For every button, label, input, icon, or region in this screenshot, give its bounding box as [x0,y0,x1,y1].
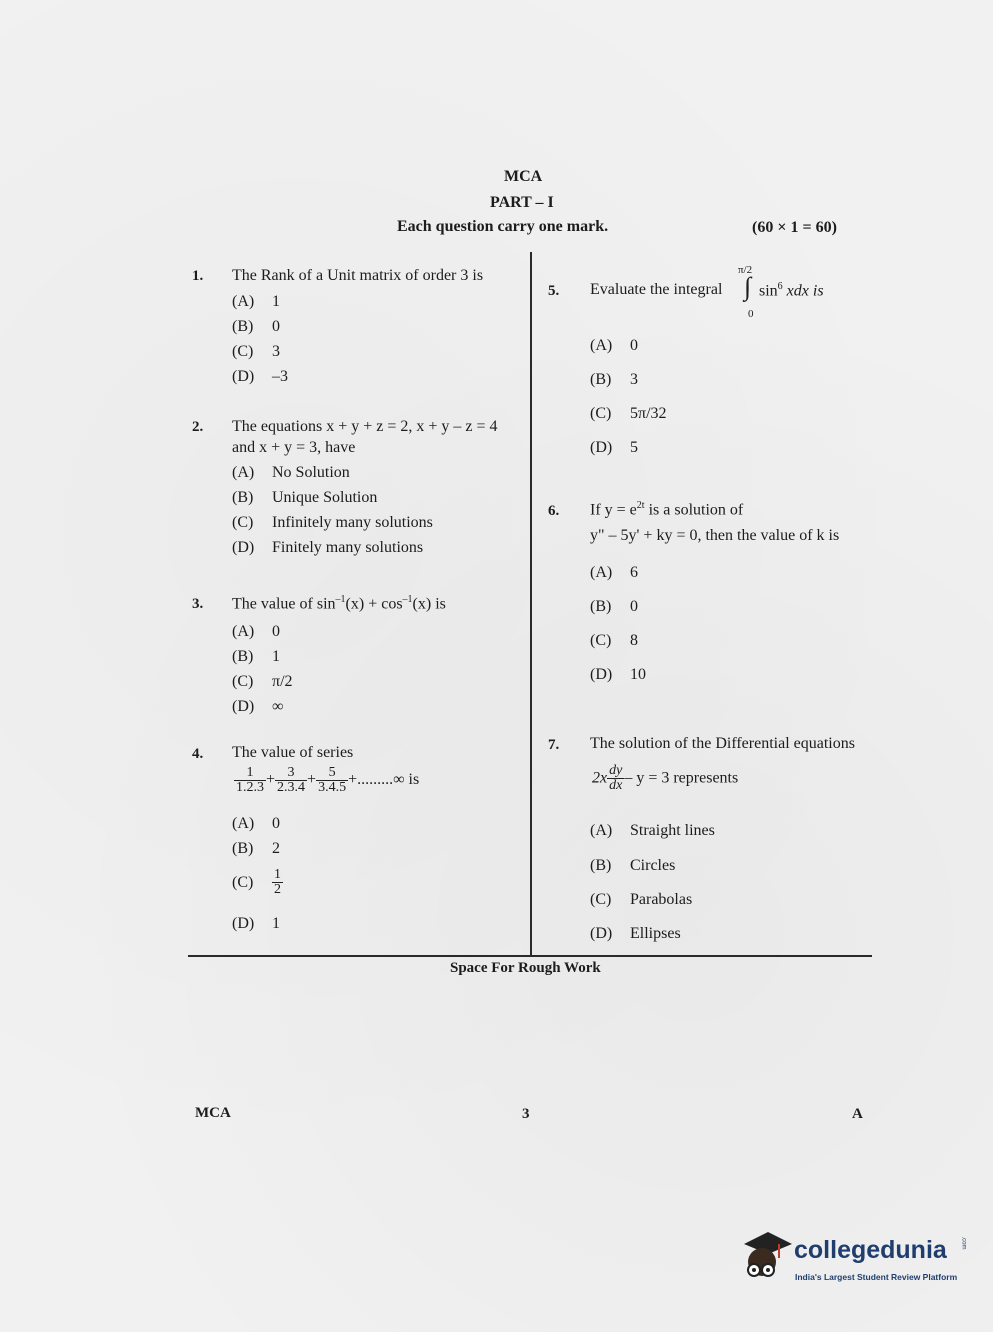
option-b [590,598,638,616]
option-b [590,371,638,389]
option-label: (C) [590,891,612,908]
series-tail: +.........∞ is [348,771,420,789]
part-label: PART – I [490,194,554,211]
series-expression: $\frac{1}{1.2.3}$ + $\frac{3}{2.3.4}$ + $\frac{5}{3.4.5}$ +.........∞ is [236,765,420,795]
option-value: 2 [272,840,280,857]
option-label: (A) [590,822,613,839]
option-d [232,539,423,557]
option-a [590,337,638,355]
option-b [232,489,377,507]
equation: 2x $\frac{dy}{dx}$ – y = 3 represents [592,763,739,793]
option-label: (D) [590,666,613,683]
option-c [232,514,433,532]
option-label: (A) [590,564,613,581]
option-a [590,564,638,582]
option-value: ∞ [272,698,284,715]
instruction: Each question carry one mark. [397,218,609,235]
option-value: Finitely many solutions [272,539,424,556]
page-number: 3 [522,1106,530,1122]
integral-lower-limit: 0 [748,308,754,320]
option-label: (B) [232,648,254,665]
option-value: 0 [272,623,280,640]
option-c [232,673,293,691]
option-value: Parabolas [630,891,693,908]
option-b [232,648,280,666]
option-d [590,666,646,684]
collegedunia-logo [738,1226,968,1286]
footer-right: A [852,1106,863,1122]
rough-work-divider [188,955,872,957]
question-text-line2: y" – 5y' + ky = 0, then the value of k is [590,527,840,544]
option-c [590,405,667,423]
option-value: 1 [272,293,280,310]
option-label: (C) [232,873,254,891]
question-text: Evaluate the integral [590,281,723,298]
text-post: (x) is [412,595,446,613]
question-text: The value of series [232,744,354,761]
logo-name: collegedunia [794,1236,947,1264]
logo-com: .com [960,1236,967,1250]
option-label: (B) [590,371,612,388]
question-text: The solution of the Differential equations [590,735,855,752]
option-a [590,822,715,840]
exam-title: MCA [504,168,543,185]
option-a [232,464,350,482]
option-a [232,293,280,311]
option-fraction: $\frac{1}{2}$ [274,867,281,897]
option-value: 5 [630,439,638,456]
question-number: 7. [548,737,560,753]
option-value: 8 [630,632,638,649]
option-b [590,857,675,875]
question-number: 4. [192,746,204,762]
option-label: (B) [232,489,254,506]
question-number: 6. [548,503,560,519]
derivative-fraction: $\frac{dy}{dx}$ [609,763,623,793]
option-value: Ellipses [630,925,681,942]
option-value: 0 [630,337,638,354]
option-d [232,915,280,933]
footer-left: MCA [195,1105,231,1121]
option-value: 0 [630,598,638,615]
question-number: 5. [548,283,560,299]
option-value: 0 [272,318,280,335]
option-label: (D) [232,915,255,932]
question-number: 2. [192,419,204,435]
option-value: 3 [272,343,280,360]
logo-tagline: India's Largest Student Review Platform [795,1272,958,1282]
option-b [232,318,280,336]
option-value: 3 [630,371,638,388]
column-divider [530,252,532,956]
option-label: (A) [232,623,255,640]
text-pre: The value of sin [232,595,336,613]
question-text: The Rank of a Unit matrix of order 3 is [232,267,484,284]
option-d [232,698,283,716]
option-label: (A) [232,815,255,832]
fraction: $\frac{3}{2.3.4}$ [277,765,306,795]
option-label: (B) [232,840,254,857]
option-label: (B) [232,318,254,335]
option-value: 10 [630,666,646,683]
option-b [232,840,280,858]
integral-sign: ∫ [744,272,752,301]
question-text-line2: and x + y = 3, have [232,439,356,456]
option-c [590,632,638,650]
option-label: (C) [232,673,254,690]
option-c [590,891,692,909]
question-number: 3. [192,596,204,612]
mascot-icon [738,1226,794,1286]
option-label: (A) [232,464,255,481]
option-label: (C) [232,343,254,360]
option-d [590,925,681,943]
option-label: (D) [590,439,613,456]
option-d [590,439,638,457]
text-mid: (x) + cos [345,595,403,613]
option-label: (D) [590,925,613,942]
option-value: π/2 [272,673,293,690]
option-a [232,623,280,641]
inverse-sup: –1 [402,594,413,605]
option-label: (C) [232,514,254,531]
fraction: $\frac{5}{3.4.5}$ [318,765,347,795]
integral-upper-limit: π/2 [738,264,753,276]
option-label: (B) [590,598,612,615]
option-d [232,368,288,386]
question-text-line1: The equations x + y + z = 2, x + y – z = 4 [232,418,498,435]
integrand: $\sin^6$ xdx is [759,281,824,300]
rough-work-label: Space For Rough Work [450,960,601,976]
question-text [232,594,446,613]
option-label: (C) [590,405,612,422]
option-label: (A) [590,337,613,354]
option-value: 6 [630,564,638,581]
option-label: (B) [590,857,612,874]
option-c [232,868,283,897]
option-value: 1 [272,915,280,932]
option-value: Infinitely many solutions [272,514,433,531]
question-text-line1: If $y = e^{2t}$ is a solution of [590,500,744,519]
option-value: 5π/32 [630,405,667,422]
option-label: (D) [232,698,255,715]
inverse-sup: –1 [335,594,346,605]
fraction: $\frac{1}{1.2.3}$ [236,765,264,795]
option-value: 0 [272,815,280,832]
question-number: 1. [192,268,204,284]
option-value: No Solution [272,464,350,481]
marks-summary: (60 × 1 = 60) [752,219,837,236]
option-a [232,815,280,833]
option-label: (C) [590,632,612,649]
option-value: Circles [630,857,676,874]
option-label: (D) [232,539,255,556]
option-label: (D) [232,368,255,385]
option-value: –3 [272,368,288,385]
option-label: (A) [232,293,255,310]
option-c [232,343,280,361]
option-value: 1 [272,648,280,665]
option-value: Unique Solution [272,489,378,506]
option-value: Straight lines [630,822,715,839]
